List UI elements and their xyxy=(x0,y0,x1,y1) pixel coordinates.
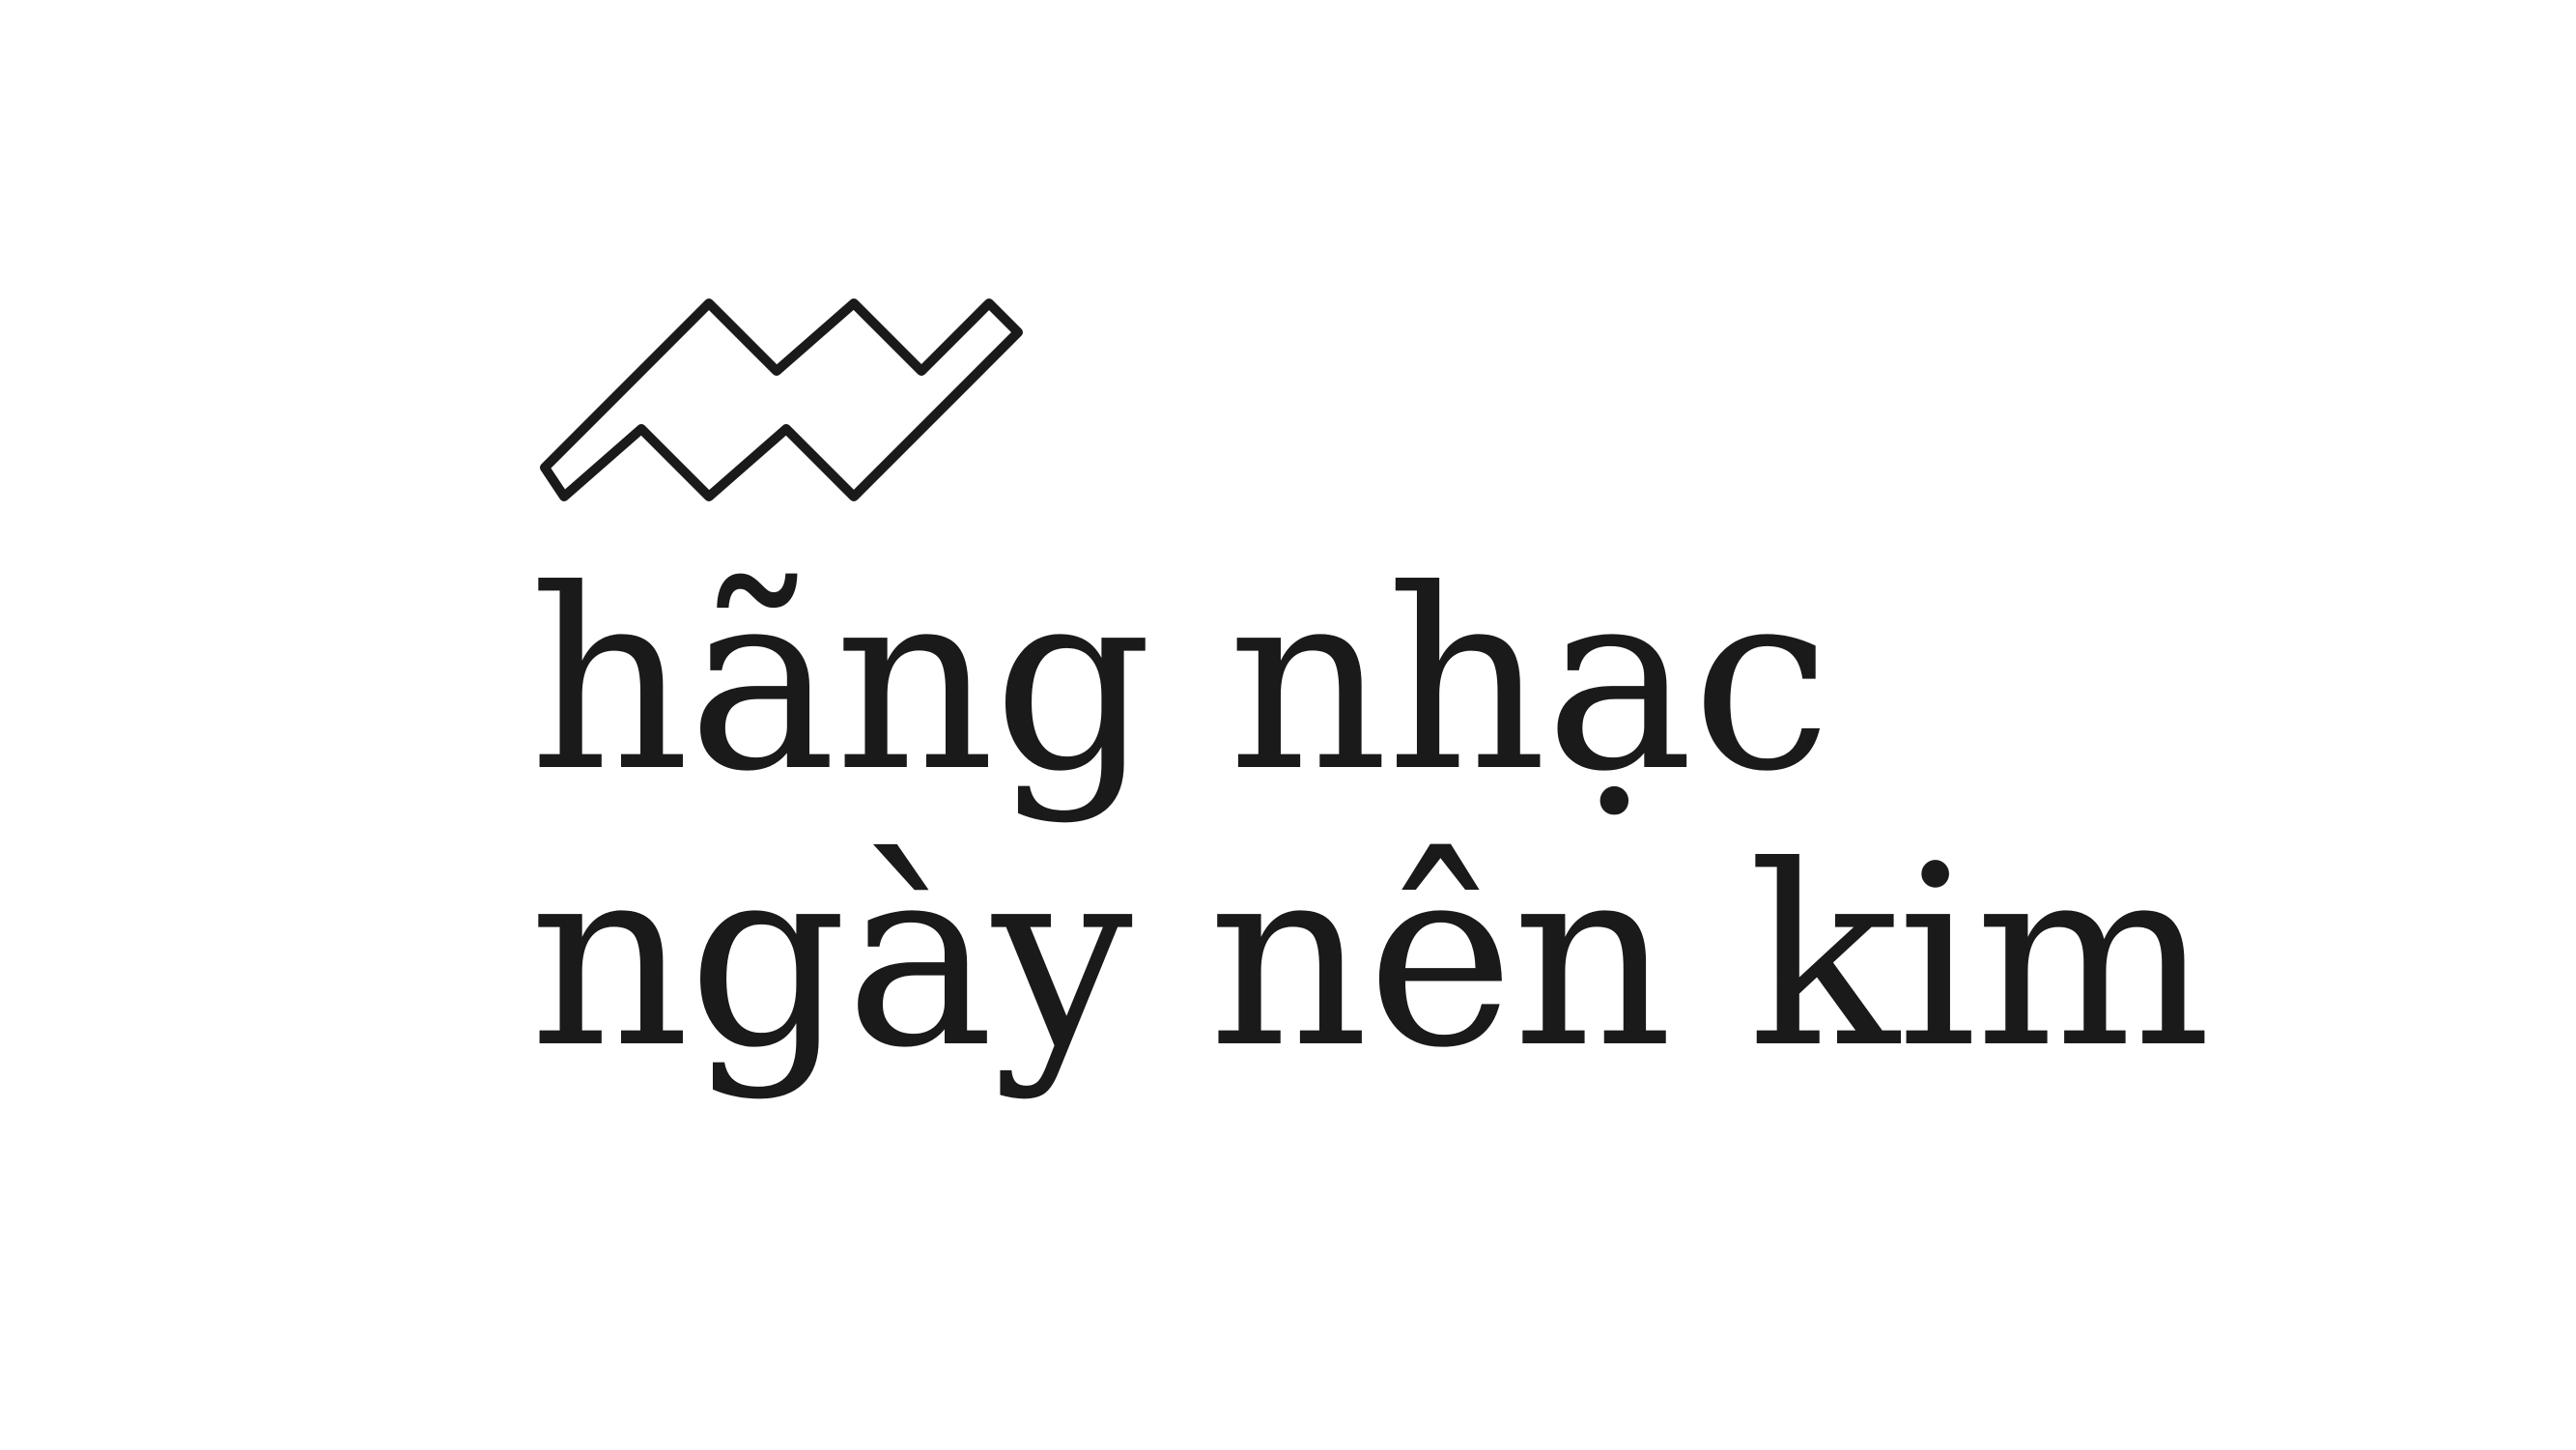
brand-name-line-2: ngày nên kim xyxy=(529,812,2210,1102)
brand-name-line-1: hãng nhạc xyxy=(529,536,1829,826)
zigzag-wave-icon xyxy=(522,290,1062,507)
brand-wordmark xyxy=(529,536,2268,1102)
